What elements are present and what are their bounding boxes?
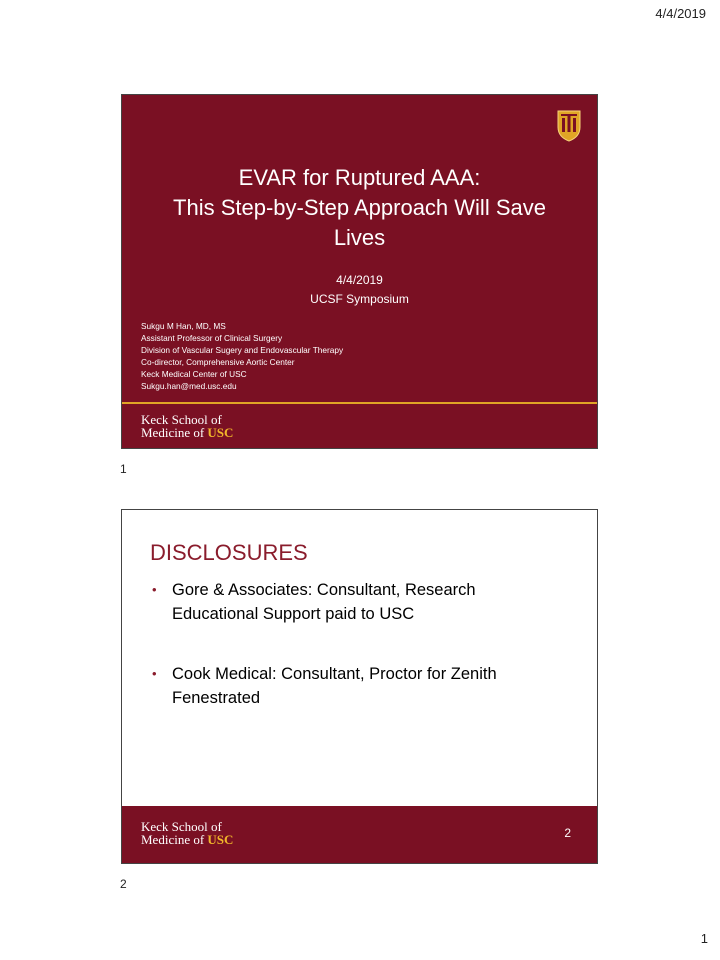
author-institution: Keck Medical Center of USC (141, 369, 247, 379)
logo-usc: USC (207, 832, 234, 847)
keck-logo (141, 413, 233, 439)
page-date: 4/4/2019 (655, 6, 706, 21)
title-line: This Step-by-Step Approach Will Save (173, 195, 546, 220)
keck-logo (141, 820, 233, 846)
slide-footer (122, 806, 597, 863)
author-email: Sukgu.han@med.usc.edu (141, 381, 237, 391)
logo-usc: USC (207, 425, 234, 440)
page-number: 1 (700, 931, 708, 946)
title-line: EVAR for Ruptured AAA: (238, 165, 481, 190)
slide-1-event: UCSF Symposium (310, 292, 409, 306)
bullet-dot: • (152, 666, 157, 681)
author-role: Co-director, Comprehensive Aortic Center (141, 357, 295, 367)
slide-2-title: DISCLOSURES (150, 540, 308, 565)
author-title: Assistant Professor of Clinical Surgery (141, 333, 283, 343)
bullet-line: Fenestrated (172, 689, 261, 707)
list-item (150, 578, 590, 626)
slide-1-title (122, 163, 597, 253)
title-line: Lives (333, 225, 386, 250)
bullet-list (150, 578, 590, 746)
author-name: Sukgu M Han, MD, MS (141, 321, 226, 331)
slide-1-date: 4/4/2019 (336, 273, 383, 287)
bullet-line: Gore & Associates: Consultant, Research (172, 581, 476, 599)
author-division: Division of Vascular Sugery and Endovascular Therapy (141, 345, 344, 355)
bullet-line: Cook Medical: Consultant, Proctor for Zenith (172, 665, 497, 683)
slide-2 (121, 509, 598, 864)
logo-line-2 (141, 426, 233, 439)
logo-text: Medicine of (141, 832, 208, 847)
bullet-dot: • (152, 582, 157, 597)
gold-divider (122, 402, 597, 404)
logo-line-1: Keck School of (141, 412, 222, 427)
bullet-line: Educational Support paid to USC (172, 605, 415, 623)
slide-1 (121, 94, 598, 449)
footer-slide-number: 2 (564, 826, 571, 840)
logo-line-2 (141, 833, 233, 846)
slide-2-number: 2 (120, 877, 127, 891)
logo-text: Medicine of (141, 425, 208, 440)
author-info (141, 320, 343, 392)
logo-line-1: Keck School of (141, 819, 222, 834)
usc-seal-icon (555, 109, 583, 143)
slide-1-number: 1 (120, 462, 127, 476)
list-item (150, 662, 590, 710)
